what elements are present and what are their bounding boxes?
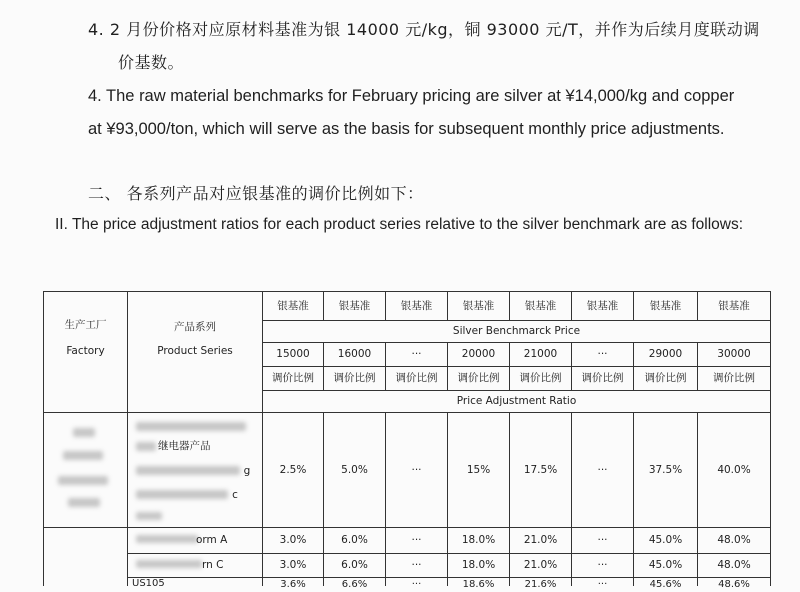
series-header-cn: 产品系列 [174,320,216,333]
ratio-value: ··· [411,463,422,476]
ratio-value: ··· [411,579,422,591]
ratio-value: ··· [597,534,608,547]
redacted-series [136,422,246,431]
item4-en-line2: at ¥93,000/ton, which will serve as the basis for subsequent monthly price adjustments. [88,120,725,138]
ratio-value: 5.0% [341,463,368,476]
ratio-cn: 调价比例 [644,372,687,385]
ratio-value: 21.6% [524,579,557,591]
benchmark-cn: 银基准 [400,299,433,312]
ratio-value: ··· [597,579,608,591]
ratio-cn: 调价比例 [519,372,562,385]
price-value: 21000 [523,348,558,361]
ratio-cn: 调价比例 [395,372,438,385]
ratio-value: 45.0% [648,534,683,547]
ratio-value: 6.0% [341,534,368,547]
series-form-c: rn C [202,558,224,571]
benchmark-cn: 银基准 [277,299,309,312]
ratio-value: 2.5% [279,463,307,476]
redacted-series [136,512,162,520]
price-value: ··· [411,348,422,361]
series-header-en: Product Series [157,344,233,357]
benchmark-cn: 银基准 [586,299,619,312]
ratio-value: 48.6% [718,579,750,591]
ratio-cn: 调价比例 [457,372,500,385]
ratio-value: 18.0% [461,559,496,572]
ratio-value: 40.0% [717,463,751,476]
item4-cn-line1: 4. 2 月份价格对应原材料基准为银 14000 元/kg，铜 93000 元/T，并作为后续月度联动调 [88,20,760,39]
series-fragment: g [243,464,251,477]
ratio-value: ··· [597,559,608,572]
benchmark-cn: 银基准 [524,299,557,312]
redacted-factory [58,476,108,485]
factory-header-cn: 生产工厂 [64,318,107,331]
ratio-en: Price Adjustment Ratio [456,395,577,408]
price-value: 30000 [717,348,751,361]
ratio-value: 21.0% [523,534,558,547]
redacted-factory [63,451,103,460]
series-relay-product: 继电器产品 [158,439,211,452]
ratio-value: 48.0% [717,534,751,547]
ratio-value: 45.0% [648,559,683,572]
ratio-value: 18.6% [462,579,495,591]
item4-cn-line2: 价基数。 [118,53,185,72]
section2-cn: 二、 各系列产品对应银基准的调价比例如下： [88,184,424,203]
benchmark-cn: 银基准 [649,299,682,312]
price-value: 15000 [276,348,310,361]
ratio-value: 45.6% [649,579,682,591]
ratio-value: 17.5% [523,463,558,476]
price-value: ··· [597,348,608,361]
ratio-value: 6.6% [341,579,368,591]
ratio-cn: 调价比例 [272,372,314,385]
ratio-value: 3.6% [280,579,306,591]
ratio-cn: 调价比例 [333,372,376,385]
ratio-value: 6.0% [341,559,368,572]
ratio-value: 37.5% [648,463,683,476]
section2-en: II. The price adjustment ratios for each product series relative to the silver benchmark are as follows: [55,216,744,233]
redacted-series [136,490,228,499]
ratio-value: ··· [597,463,608,476]
redacted-series [136,466,240,475]
price-value: 20000 [461,348,496,361]
ratio-value: ··· [411,559,422,572]
benchmark-cn: 银基准 [718,299,750,312]
ratio-value: 48.0% [717,559,751,572]
ratio-value: ··· [411,534,422,547]
benchmark-en: Silver Benchmarck Price [452,325,581,338]
redacted-series [136,535,198,543]
price-value: 16000 [337,348,372,361]
benchmark-cn: 银基准 [338,299,371,312]
redacted-factory [68,498,100,507]
series-us105: US105 [132,578,165,590]
ratio-value: 21.0% [523,559,558,572]
redacted-series [136,560,202,568]
redacted-factory [73,428,95,437]
series-form-a: orm A [196,533,228,546]
ratio-value: 3.0% [279,534,307,547]
factory-header-en: Factory [66,344,105,357]
ratio-value: 3.0% [279,559,307,572]
ratio-value: 15% [466,463,491,476]
redacted-series [136,442,156,451]
ratio-value: 18.0% [461,534,496,547]
ratio-cn: 调价比例 [581,372,624,385]
benchmark-cn: 银基准 [462,299,495,312]
ratio-cn: 调价比例 [713,372,755,385]
price-value: 29000 [648,348,683,361]
item4-en-line1: 4. The raw material benchmarks for February pricing are silver at ¥14,000/kg and copper [88,87,735,105]
series-fragment: c [232,488,238,501]
